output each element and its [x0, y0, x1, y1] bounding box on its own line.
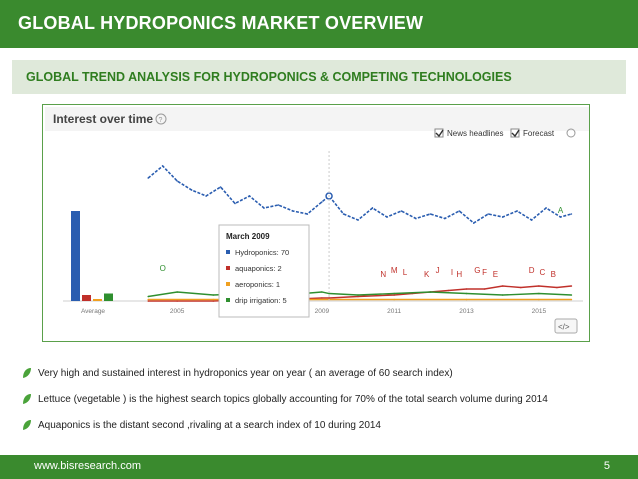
- list-item: [22, 412, 622, 438]
- chart-heading: Interest over time: [53, 112, 154, 126]
- news-marker: G: [474, 266, 481, 275]
- data-point: [520, 287, 522, 289]
- data-point: [357, 296, 359, 298]
- data-point: [430, 213, 432, 215]
- data-point: [571, 299, 573, 301]
- series-line: [148, 286, 571, 301]
- data-point: [571, 213, 573, 215]
- data-point: [466, 293, 468, 295]
- data-point: [176, 291, 178, 293]
- average-bar: [71, 211, 80, 301]
- leaf-icon: [22, 419, 32, 431]
- average-bar: [104, 294, 113, 302]
- data-point: [444, 218, 446, 220]
- x-tick-label: 2009: [314, 308, 330, 315]
- average-bar: [82, 295, 91, 301]
- news-marker: B: [550, 270, 556, 279]
- footer-url: www.bisresearch.com: [34, 460, 141, 472]
- data-point: [531, 219, 533, 221]
- data-point: [307, 213, 309, 215]
- legend-swatch: [226, 266, 230, 270]
- news-marker: K: [424, 270, 430, 279]
- data-point: [147, 299, 149, 301]
- data-point: [484, 288, 486, 290]
- data-point: [393, 293, 395, 295]
- data-point: [191, 189, 193, 191]
- help-glyph: ?: [158, 117, 163, 124]
- data-point: [516, 210, 518, 212]
- data-point: [205, 195, 207, 197]
- average-bar: [93, 299, 102, 301]
- legend-swatch: [226, 250, 230, 254]
- chart-svg: [43, 105, 591, 343]
- data-point: [263, 207, 265, 209]
- legend-swatch: [226, 282, 230, 286]
- data-point: [292, 210, 294, 212]
- data-point: [147, 296, 149, 298]
- tooltip-date: March 2009: [226, 232, 270, 241]
- news-marker: I: [450, 268, 454, 277]
- data-point: [162, 165, 164, 167]
- tooltip-item: Hydroponics: 70: [235, 248, 290, 257]
- data-point: [357, 219, 359, 221]
- data-point: [176, 300, 178, 302]
- data-point: [234, 203, 236, 205]
- news-marker: L: [402, 268, 408, 277]
- data-point: [386, 216, 388, 218]
- data-point: [560, 216, 562, 218]
- tooltip-item: aquaponics: 2: [235, 264, 282, 273]
- data-point: [321, 291, 323, 293]
- subtitle-banner: [12, 60, 626, 94]
- data-point: [147, 177, 149, 179]
- news-marker: E: [492, 270, 499, 279]
- findings-list: [22, 360, 622, 438]
- news-marker: F: [482, 268, 488, 277]
- data-point: [571, 294, 573, 296]
- data-point: [401, 210, 403, 212]
- forecast-label: Forecast: [523, 129, 555, 138]
- x-tick-label: 2011: [387, 308, 402, 315]
- embed-icon: </>: [558, 322, 570, 332]
- page-number: 5: [603, 460, 610, 472]
- data-point: [220, 186, 222, 188]
- data-point: [213, 294, 215, 296]
- data-point: [321, 297, 323, 299]
- data-point: [415, 218, 417, 220]
- tooltip-item: drip irrigation: 5: [235, 296, 287, 305]
- news-marker: D: [528, 266, 535, 275]
- data-point: [538, 299, 540, 301]
- data-point: [430, 291, 432, 293]
- data-point: [213, 300, 215, 302]
- data-point: [328, 297, 330, 299]
- data-point: [487, 213, 489, 215]
- data-point: [343, 213, 345, 215]
- data-point: [448, 290, 450, 292]
- average-bars: [71, 211, 113, 301]
- slide-title: GLOBAL HYDROPONICS MARKET OVERVIEW: [18, 13, 424, 33]
- data-point: [466, 288, 468, 290]
- series-lines: [147, 151, 572, 302]
- data-point: [249, 195, 251, 197]
- chart-tooltip: [219, 225, 309, 317]
- x-tick-label: 2015: [531, 308, 547, 315]
- news-marker: A: [557, 206, 564, 215]
- data-point: [278, 204, 280, 206]
- news-headlines-label: News headlines: [447, 129, 504, 138]
- x-tick-label: 2005: [169, 308, 185, 315]
- x-tick-label: Average: [80, 308, 106, 315]
- x-tick-label: 2013: [459, 308, 474, 315]
- data-point: [372, 207, 374, 209]
- data-point: [538, 293, 540, 295]
- series-line: [148, 166, 571, 223]
- data-point: [502, 294, 504, 296]
- data-point: [213, 299, 215, 301]
- data-point: [473, 222, 475, 224]
- x-tick-labels: [81, 308, 546, 315]
- footer-bar: [0, 455, 638, 479]
- section-subtitle: GLOBAL TREND ANALYSIS FOR HYDROPONICS & COMPETING TECHNOLOGIES: [26, 70, 512, 84]
- leaf-icon: [22, 367, 32, 379]
- news-marker: H: [456, 270, 463, 279]
- data-point: [147, 300, 149, 302]
- data-point: [545, 207, 547, 209]
- leaf-icon: [22, 393, 32, 405]
- bullet-text: Lettuce (vegetable ) is the highest search topics globally accounting for 70% of the total search volume during 2014: [38, 393, 548, 405]
- list-item: [22, 386, 622, 412]
- tooltip-item: aeroponics: 1: [235, 280, 281, 289]
- data-point: [393, 299, 395, 301]
- bullet-text: Very high and sustained interest in hydroponics year on year ( an average of 60 search index): [38, 367, 453, 379]
- news-marker: O: [159, 264, 166, 273]
- data-point: [357, 294, 359, 296]
- news-marker: M: [390, 266, 398, 275]
- data-point: [176, 180, 178, 182]
- data-point: [538, 285, 540, 287]
- data-point: [502, 285, 504, 287]
- data-point: [502, 216, 504, 218]
- data-point: [321, 201, 323, 203]
- data-point: [571, 285, 573, 287]
- data-point: [556, 287, 558, 289]
- data-point: [393, 294, 395, 296]
- data-point: [458, 210, 460, 212]
- news-marker: J: [435, 266, 440, 275]
- title-banner: [0, 0, 638, 48]
- legend-swatch: [226, 298, 230, 302]
- trend-chart: [42, 104, 590, 342]
- data-point: [466, 299, 468, 301]
- list-item: [22, 360, 622, 386]
- bullet-text: Aquaponics is the distant second ,rivaling at a search index of 10 during 2014: [38, 419, 381, 431]
- news-marker: C: [539, 268, 546, 277]
- news-marker: N: [380, 270, 387, 279]
